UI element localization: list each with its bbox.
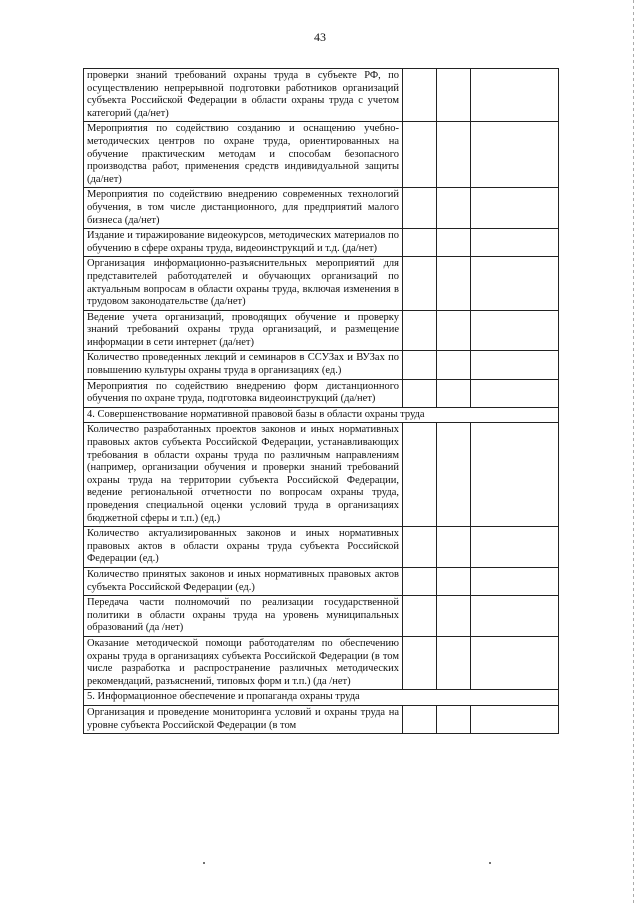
value-cell bbox=[403, 188, 437, 229]
value-cell bbox=[471, 379, 559, 407]
indicator-description: Организация информационно-разъяснительных мероприятий для представителей работодателей и обучающих организаций по актуальным вопросам в области охраны труда, включая изменения в трудовом законодательстве (да/нет) bbox=[84, 257, 403, 310]
value-cell bbox=[437, 69, 471, 122]
value-cell bbox=[403, 379, 437, 407]
value-cell bbox=[471, 351, 559, 379]
indicator-description: Количество принятых законов и иных нормативных правовых актов субъекта Российской Федерации (ед.) bbox=[84, 567, 403, 595]
indicator-description: Передача части полномочий по реализации государственной политики в области охраны труда на уровень муниципальных образований (да /нет) bbox=[84, 596, 403, 637]
value-cell bbox=[403, 122, 437, 188]
indicator-description: Количество разработанных проектов законов и иных нормативных правовых актов субъекта Российской Федерации, устанавливающих требования в области охраны труда по различным направлениям (например, организации обучения и проверки знаний требований охраны труда на территории субъекта Российской Федерации, ведение региональной отчетности по вопросам охраны труда, проведения специальной оценки условий труда в организациях бюджетной сферы и т.п.) (ед.) bbox=[84, 423, 403, 527]
table-row bbox=[84, 229, 559, 257]
table-row bbox=[84, 423, 559, 527]
value-cell bbox=[403, 527, 437, 568]
value-cell bbox=[403, 596, 437, 637]
value-cell bbox=[437, 351, 471, 379]
value-cell bbox=[437, 636, 471, 689]
table-row bbox=[84, 310, 559, 351]
value-cell bbox=[437, 122, 471, 188]
value-cell bbox=[437, 229, 471, 257]
section-row bbox=[84, 407, 559, 423]
value-cell bbox=[437, 596, 471, 637]
indicator-description: Мероприятия по содействию внедрению форм дистанционного обучения по охране труда, подготовка видеоинструкций (да/нет) bbox=[84, 379, 403, 407]
indicator-description: Мероприятия по содействию созданию и оснащению учебно-методических центров по охране труда, ориентированных на обучение практическим методам и способам безопасного производства работ, применения средств индивидуальной защиты (да/нет) bbox=[84, 122, 403, 188]
value-cell bbox=[403, 636, 437, 689]
table-row bbox=[84, 351, 559, 379]
value-cell bbox=[471, 527, 559, 568]
value-cell bbox=[437, 257, 471, 310]
value-cell bbox=[403, 229, 437, 257]
value-cell bbox=[403, 69, 437, 122]
table-row bbox=[84, 527, 559, 568]
table-row bbox=[84, 705, 559, 733]
table-row bbox=[84, 257, 559, 310]
value-cell bbox=[471, 69, 559, 122]
table-row bbox=[84, 567, 559, 595]
value-cell bbox=[403, 351, 437, 379]
value-cell bbox=[437, 188, 471, 229]
indicators-table bbox=[83, 68, 559, 734]
value-cell bbox=[471, 257, 559, 310]
value-cell bbox=[471, 229, 559, 257]
table-body bbox=[84, 69, 559, 734]
indicator-description: Мероприятия по содействию внедрению современных технологий обучения, в том числе дистанционного, для предприятий малого бизнеса (да/нет) bbox=[84, 188, 403, 229]
indicator-description: Организация и проведение мониторинга условий и охраны труда на уровне субъекта Российской Федерации (в том bbox=[84, 705, 403, 733]
value-cell bbox=[437, 379, 471, 407]
table-row bbox=[84, 188, 559, 229]
indicator-description: Количество актуализированных законов и иных нормативных правовых актов в области охраны труда субъекта Российской Федерации (ед.) bbox=[84, 527, 403, 568]
table-row bbox=[84, 122, 559, 188]
value-cell bbox=[471, 567, 559, 595]
indicator-description: Ведение учета организаций, проводящих обучение и проверку знаний требований охраны труда организаций, и размещение информации в сети интернет (да/нет) bbox=[84, 310, 403, 351]
value-cell bbox=[471, 188, 559, 229]
indicator-description: проверки знаний требований охраны труда в субъекте РФ, по осуществлению непрерывной подготовки работников организаций субъекта Российской Федерации в области охраны труда с учетом категорий (да/нет) bbox=[84, 69, 403, 122]
table-row bbox=[84, 379, 559, 407]
value-cell bbox=[471, 596, 559, 637]
value-cell bbox=[403, 423, 437, 527]
value-cell bbox=[437, 567, 471, 595]
value-cell bbox=[437, 527, 471, 568]
value-cell bbox=[403, 705, 437, 733]
page-edge bbox=[633, 0, 634, 905]
value-cell bbox=[403, 257, 437, 310]
table-row bbox=[84, 69, 559, 122]
indicator-description: Оказание методической помощи работодателям по обеспечению охраны труда в организациях субъекта Российской Федерации (в том числе разработка и распространение различных методических рекомендаций, разъяснений, типовых форм и т.п.) (да /нет) bbox=[84, 636, 403, 689]
scan-speck bbox=[489, 862, 491, 864]
table-row bbox=[84, 596, 559, 637]
value-cell bbox=[403, 310, 437, 351]
value-cell bbox=[437, 705, 471, 733]
scan-speck bbox=[203, 862, 205, 864]
value-cell bbox=[403, 567, 437, 595]
page-number: 43 bbox=[314, 30, 326, 44]
section-heading: 5. Информационное обеспечение и пропаганда охраны труда bbox=[84, 690, 559, 706]
table-row bbox=[84, 636, 559, 689]
value-cell bbox=[471, 423, 559, 527]
section-row bbox=[84, 690, 559, 706]
section-heading: 4. Совершенствование нормативной правовой базы в области охраны труда bbox=[84, 407, 559, 423]
indicator-description: Количество проведенных лекций и семинаров в ССУЗах и ВУЗах по повышению культуры охраны труда в организациях (ед.) bbox=[84, 351, 403, 379]
value-cell bbox=[471, 122, 559, 188]
value-cell bbox=[471, 705, 559, 733]
value-cell bbox=[471, 636, 559, 689]
indicator-description: Издание и тиражирование видеокурсов, методических материалов по обучению в сфере охраны труда, видеоинструкций и т.д. (да/нет) bbox=[84, 229, 403, 257]
value-cell bbox=[437, 423, 471, 527]
value-cell bbox=[471, 310, 559, 351]
value-cell bbox=[437, 310, 471, 351]
